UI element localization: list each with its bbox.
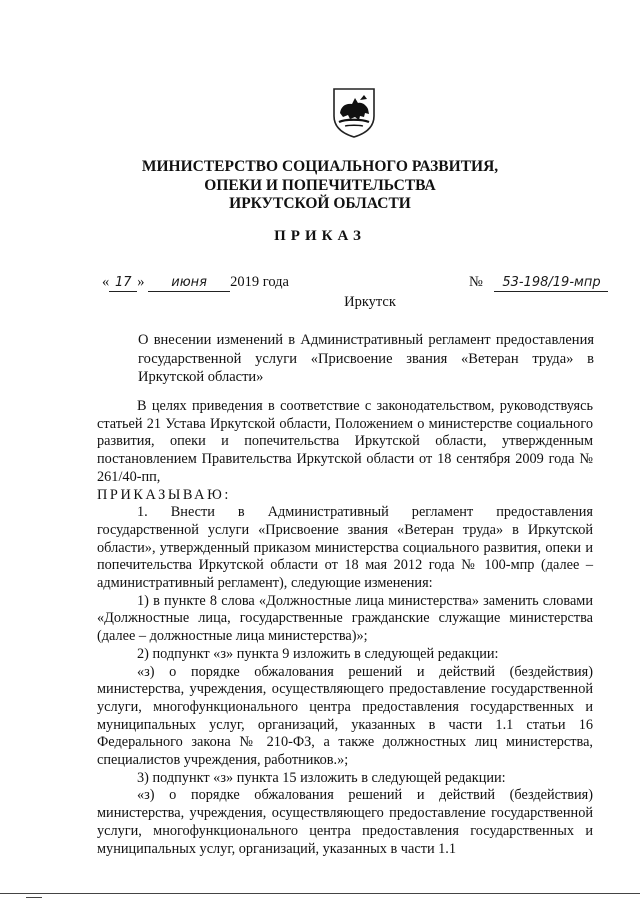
order-number-line bbox=[469, 274, 608, 292]
document-type-title: ПРИКАЗ bbox=[274, 228, 366, 244]
date-day: 17 bbox=[109, 275, 137, 292]
date-line bbox=[102, 274, 289, 292]
document-body bbox=[97, 398, 593, 858]
ministry-name-line1: МИНИСТЕРСТВО СОЦИАЛЬНОГО РАЗВИТИЯ, bbox=[141, 158, 499, 175]
number-sign: № bbox=[469, 274, 483, 290]
subitem-2-paragraph: 2) подпункт «з» пункта 9 изложить в следующей редакции: bbox=[137, 645, 499, 662]
date-month: июня bbox=[148, 275, 230, 292]
order-number: 53-198/19-мпр bbox=[494, 275, 608, 292]
preamble-paragraph: В целях приведения в соответствие с законодательством, руководствуясь статьей 21 Устава Иркутской области, Положением о министерстве социального развития, опеки и попечительства Иркутской области, утвержденным постановлением Правительства Иркутской области от 18 сентября 2009 года № 261/40-пп, bbox=[97, 398, 593, 485]
decree-word: ПРИКАЗЫВАЮ: bbox=[97, 486, 231, 503]
bottom-edge-mark bbox=[26, 897, 42, 898]
date-close-quote: » bbox=[137, 274, 145, 290]
coat-of-arms-icon bbox=[331, 86, 377, 138]
document-subject: О внесении изменений в Административный регламент предоставления государственной услуги «Присвоение звания «Ветеран труда» в Иркутской области» bbox=[138, 332, 594, 385]
subitem-1-paragraph: 1) в пункте 8 слова «Должностные лица министерства» заменить словами «Должностные лица, государственные гражданские служащие министерства (далее – должностные лица министерства)»; bbox=[97, 592, 593, 645]
date-year: 2019 года bbox=[230, 274, 289, 290]
date-open-quote: « bbox=[102, 274, 110, 290]
item-1-paragraph: 1. Внести в Административный регламент предоставления государственной услуги «Присвоение звания «Ветеран труда» в Иркутской области», утвержденный приказом министерства социального развития, опеки и попечительства Иркутской области от 18 мая 2012 года № 100-мпр (далее – административный регламент), следующие изменения: bbox=[97, 504, 593, 592]
subitem-3-text: «з) о порядке обжалования решений и действий (бездействия) министерства, учреждения, осуществляющего предоставление государственной услуги, многофункционального центра предоставления государственных и муниципальных услуг, организаций, указанных в части 1.1 bbox=[97, 787, 593, 857]
city-name: Иркутск bbox=[344, 294, 396, 310]
subitem-2-text: «з) о порядке обжалования решений и действий (бездействия) министерства, учреждения, осуществляющего предоставление государственной услуги, многофункционального центра предоставления государственных и муниципальных услуг, организаций, указанных в части 1.1 статьи 16 Федерального закона № 210-ФЗ, а также должностных лиц министерства, специалистов учреждения, работников.»; bbox=[97, 663, 593, 769]
ministry-name-line2: ОПЕКИ И ПОПЕЧИТЕЛЬСТВА bbox=[204, 177, 436, 194]
subitem-3-paragraph: 3) подпункт «з» пункта 15 изложить в следующей редакции: bbox=[137, 769, 506, 786]
ministry-name-line3: ИРКУТСКОЙ ОБЛАСТИ bbox=[229, 195, 411, 212]
bottom-edge-line bbox=[0, 893, 640, 894]
